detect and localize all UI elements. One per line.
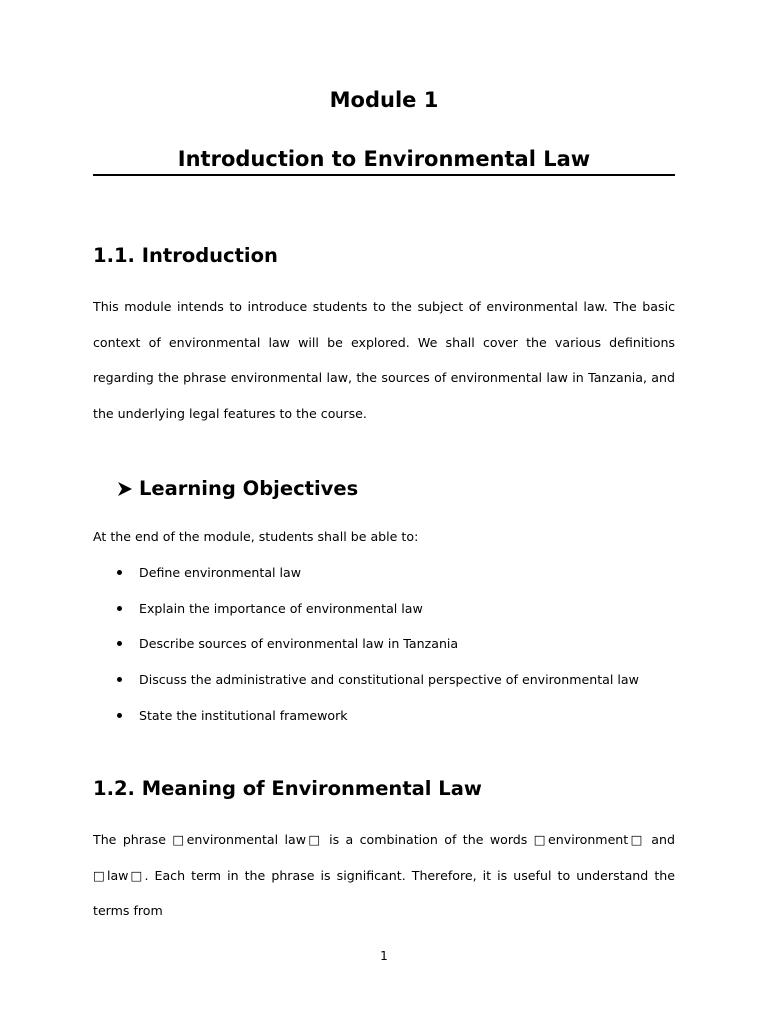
module-subtitle: Introduction to Environmental Law [93,147,675,176]
bullet-icon [93,708,139,724]
learning-objectives-label: Learning Objectives [139,477,359,500]
list-item [93,708,675,744]
arrow-bullet-icon [116,480,134,498]
list-item-text: Discuss the administrative and constitutional perspective of environmental law [139,672,639,688]
list-item-text: Explain the importance of environmental law [139,600,423,616]
objectives-lead-text: At the end of the module, students shall be able to: [93,529,419,544]
objectives-list [93,565,675,743]
list-item [93,636,675,672]
list-item [93,601,675,637]
list-item-text: Define environmental law [139,565,302,580]
section-heading-meaning: 1.2. Meaning of Environmental Law [93,777,482,800]
list-item [93,672,675,708]
section-heading-introduction: 1.1. Introduction [93,244,278,267]
learning-objectives-heading [116,477,358,500]
module-title: Module 1 [329,88,439,112]
meaning-paragraph: The phrase □environmental law□ is a combination of the words □environment□ and □law□. Each term in the phrase is significant. Therefore, it is useful to understand the terms from [93,832,675,918]
bullet-icon [93,565,139,581]
bullet-icon [93,601,139,617]
list-item [93,565,675,601]
list-item-text: Describe sources of environmental law in Tanzania [139,636,459,652]
bullet-icon [93,636,139,652]
list-item-text: State the institutional framework [139,707,348,723]
introduction-paragraph: This module intends to introduce students to the subject of environmental law. The basic context of environmental law will be explored. We shall cover the various definitions regarding the phrase environmental law, the sources of environmental law in Tanzania, and the underlying legal features to the course. [93,299,675,421]
page-number: 1 [380,949,388,963]
bullet-icon [93,672,139,688]
